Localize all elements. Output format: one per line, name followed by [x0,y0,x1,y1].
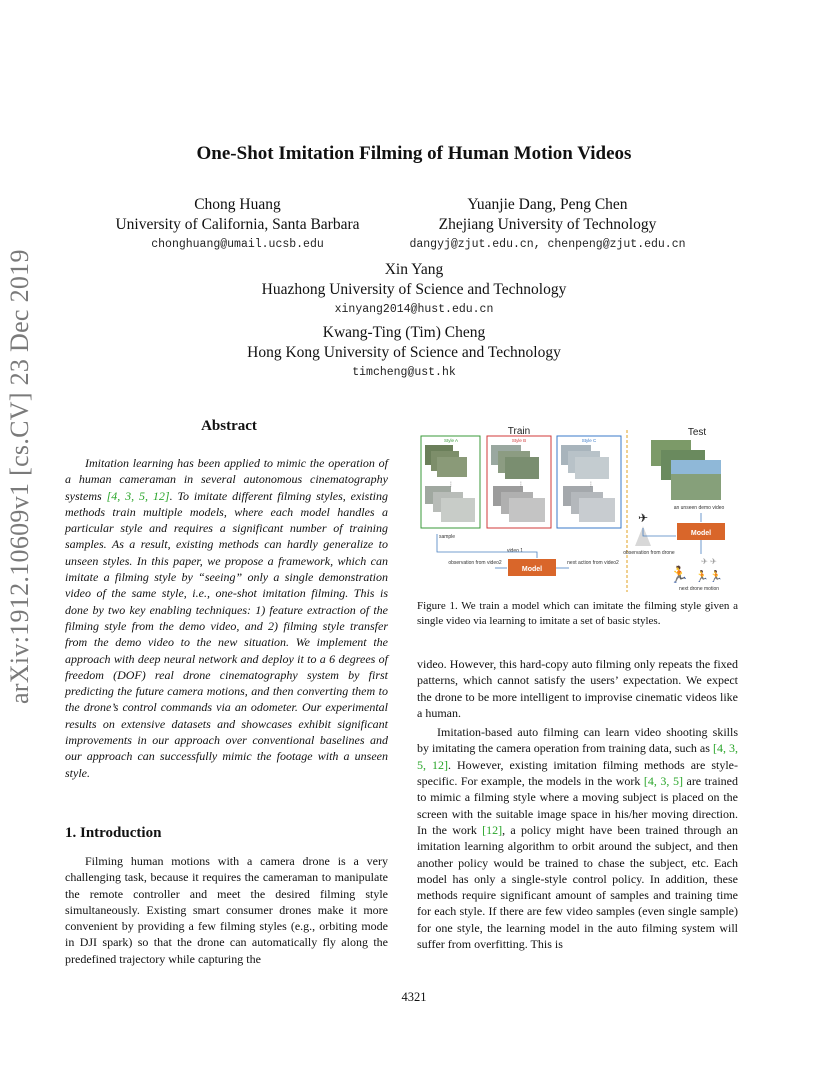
author-name: Yuanjie Dang, Peng Chen [467,196,628,213]
author-block-4 [0,324,808,379]
citation-link[interactable]: [12] [482,822,503,837]
author-email: dangyj@zjut.edu.cn, chenpeng@zjut.edu.cn [409,238,686,251]
style-a-frame [437,457,467,477]
runner-icon: 🏃 [669,567,689,584]
citation-link[interactable]: [4, 3, 5] [643,774,683,789]
drone-to-model-arrow [643,528,676,536]
right-paragraph-1: video. However, this hard-copy auto filming only repeats the fixed patterns, which cannot satisfy the users’ expectation. We expect the drone to be more intelligent to improvise cinematic videos like a human. [417,657,738,720]
observation-video2-label: observation from video2 [448,560,502,566]
author-affiliation: Zhejiang University of Technology [438,216,657,233]
arxiv-identifier: arXiv:1912.10609v1 [cs.CV] 23 Dec 2019 [5,249,34,704]
style-b-frame [509,498,545,522]
figure-1 [417,424,739,594]
abstract-part-1: Imitation learning has been applied to mimic the operation of a human cameraman in several autonomous cinematography systems [65,456,388,503]
introduction-heading: 1. Introduction [65,825,162,841]
observation-drone-label: observation from drone [623,550,675,556]
author-name: Xin Yang [384,261,444,278]
author-name: Chong Huang [194,196,281,213]
vertical-ellipsis: ⋮ [448,482,454,488]
drone-icon: ✈ [637,511,649,525]
figure-test-label: Test [687,427,707,438]
author-email: timcheng@ust.hk [352,366,456,379]
next-action-label: next action from video2 [567,560,619,566]
style-b-label: Style B [511,438,527,443]
style-a-frame [441,498,475,522]
abstract-heading: Abstract [201,418,257,434]
author-block-1 [105,196,370,251]
para-text: Imitation-based auto filming can learn video shooting skills by imitating the camera operation from training data, such as [417,725,738,756]
author-affiliation: Huazhong University of Science and Technology [261,281,567,298]
video1-label: video 1 [506,548,524,554]
style-b-frame [505,457,539,479]
author-block-3 [0,261,828,316]
paper-title: One-Shot Imitation Filming of Human Motion Videos [196,143,632,164]
figure-1-caption: Figure 1. We train a model which can imitate the filming style given a single video via learning to imitate a set of basic styles. [417,600,738,627]
vertical-ellipsis: ⋮ [518,482,524,488]
next-drone-motion-label: next drone motion [678,586,720,592]
right-column-text [417,656,738,952]
style-c-label: Style C [581,438,597,443]
abstract-part-2: . To imitate different filming styles, existing methods train multiple models, where each model handles a particular style and requires a significant number of training samples. As a result, existing methods can hardly generalize to unseen styles. In this paper, we propose a framework, which can imitate a filming style by “seeing” only a single demonstration video of the same style, i.e., one-shot imitation filming. This is done by two key enabling techniques: 1) feature extraction of the filming style from the demo video, and 2) filming style transfer from the demo video to the new situation. We implement the approach with deep neural network and deploy it to a 6 degrees of freedom (DOF) real drone cinematography system by first predicting the future camera motions, and then converting them to the drone’s control commands via an odometer. Our experimental results on extensive datasets and showcases exhibit significant improvements in our approach over conventional baselines and our approach can successfully mimic the footage with a unseen style. [65,488,389,780]
figure-train-label: Train [507,426,531,437]
drone-motion-icon: ✈ ✈ [701,557,717,566]
test-frame-sky [671,460,721,474]
author-affiliation: University of California, Santa Barbara [115,216,360,233]
style-a-label: Style A [443,438,459,443]
train-model-label: Model [521,566,543,573]
video1-arrow [457,552,537,558]
para-text: are trained to mimic a filming style where a moving subject is placed on the screen with the suitable image space in his/her moving direction. In the work [417,774,738,837]
sample-label: sample [438,534,456,540]
author-affiliation: Hong Kong University of Science and Technology [247,344,561,361]
introduction-paragraph [65,853,388,967]
author-block-2 [395,196,700,251]
style-c-frame [579,498,615,522]
para-text: . However, existing imitation filming methods are style-specific. For example, the models in the work [417,757,738,789]
author-email: xinyang2014@hust.edu.cn [334,303,494,316]
vertical-ellipsis: ⋮ [588,482,594,488]
author-name: Kwang-Ting (Tim) Cheng [322,324,486,341]
page-number: 4321 [401,990,427,1004]
citation-link[interactable]: [4, 3, 5, 12] [417,741,739,772]
right-paragraph-2 [417,724,738,952]
para-text: , a policy might have been trained through an imitation learning algorithm to orbit around the subject, and then another policy would be trained to chase the subject, etc. Each model has only a single-style control policy. In addition, these methods require significant amount of samples and training time for each style. If there are few video samples (even single sample) for one style, the learning model in the auto filming system will suffer from overfitting. This is [417,822,738,952]
runner-ghost-icon: 🏃🏃 [695,571,723,583]
unseen-demo-label: an unseen demo video [673,505,725,511]
intro-text: Filming human motions with a camera drone is a very challenging task, because it requires the cameraman to manipulate the remote controller and meet the desired filming style simultaneously. Existing smart consumer drones make it more convenient by providing a few filming styles (e.g., orbiting mode in DJI spark) so that the drone can automatically fly along the predefined trajectory while capturing the [65,854,388,966]
test-model-label: Model [690,530,712,537]
author-email: chonghuang@umail.ucsb.edu [151,238,324,251]
abstract-text [65,455,388,781]
abstract-citation[interactable]: [4, 3, 5, 12] [106,488,170,503]
style-c-frame [575,457,609,479]
